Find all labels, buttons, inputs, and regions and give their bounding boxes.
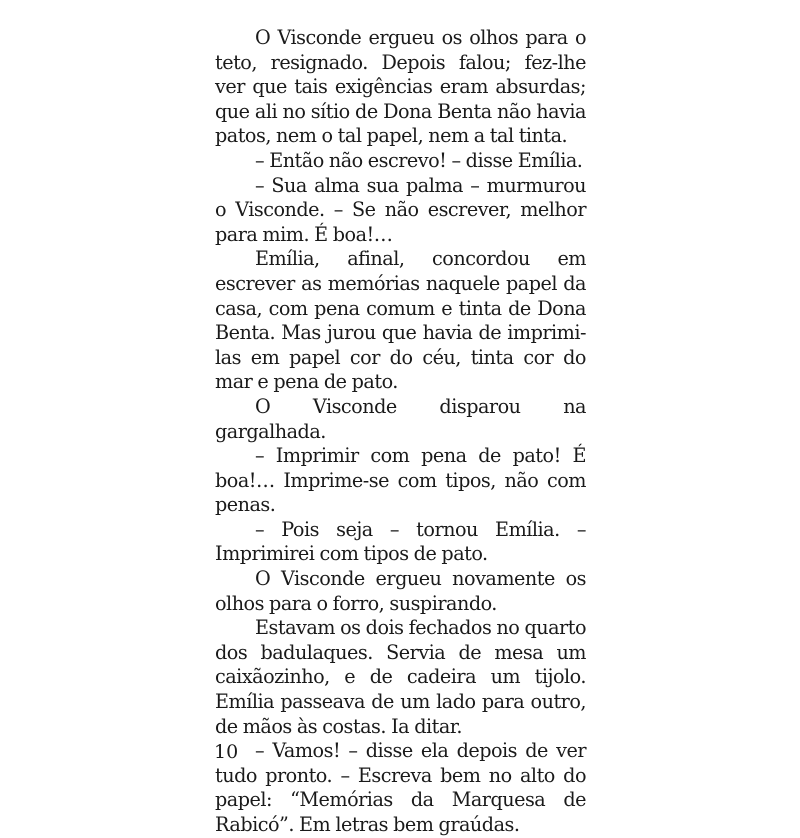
paragraph: – Então não escrevo! – disse Emília. <box>255 148 583 172</box>
paragraph: O Visconde ergueu os olhos para o teto, resignado. Depois falou; fez-lhe ver que tais exigências eram absurdas; que ali no sítio de Dona Benta não havia patos, nem o tal papel, nem a tal tinta. <box>215 26 586 148</box>
paragraph: Emília, afinal, concordou em escrever as memórias naquele papel da casa, com pena comum e tinta de Dona Benta. Mas jurou que havia de imprimi-las em papel cor do céu, tinta cor do mar e pena de pato. <box>215 247 586 394</box>
paragraph: – Vamos! – disse ela depois de ver tudo pronto. – Escreva bem no alto do papel: “Memórias da Marquesa de Rabicó”. Em letras bem graúdas. <box>215 739 586 836</box>
paragraph: – Imprimir com pena de pato! É boa!… Imprime-se com tipos, não com penas. <box>215 444 586 517</box>
text-block <box>215 26 586 838</box>
page-number: 10 <box>214 741 239 763</box>
paragraph: O Visconde ergueu novamente os olhos para o forro, suspirando. <box>215 567 586 615</box>
paragraph: – Sua alma sua palma – murmurou o Visconde. – Se não escrever, melhor para mim. É boa!… <box>215 173 586 246</box>
paragraph: Estavam os dois fechados no quarto dos badulaques. Servia de mesa um caixãozinho, e de cadeira um tijolo. Emília passeava de um lado para outro, de mãos às costas. Ia ditar. <box>215 616 586 738</box>
paragraph: – Pois seja – tornou Emília. – Imprimirei com tipos de pato. <box>215 517 586 566</box>
paragraph: O Visconde disparou na gargalhada. <box>215 394 586 443</box>
